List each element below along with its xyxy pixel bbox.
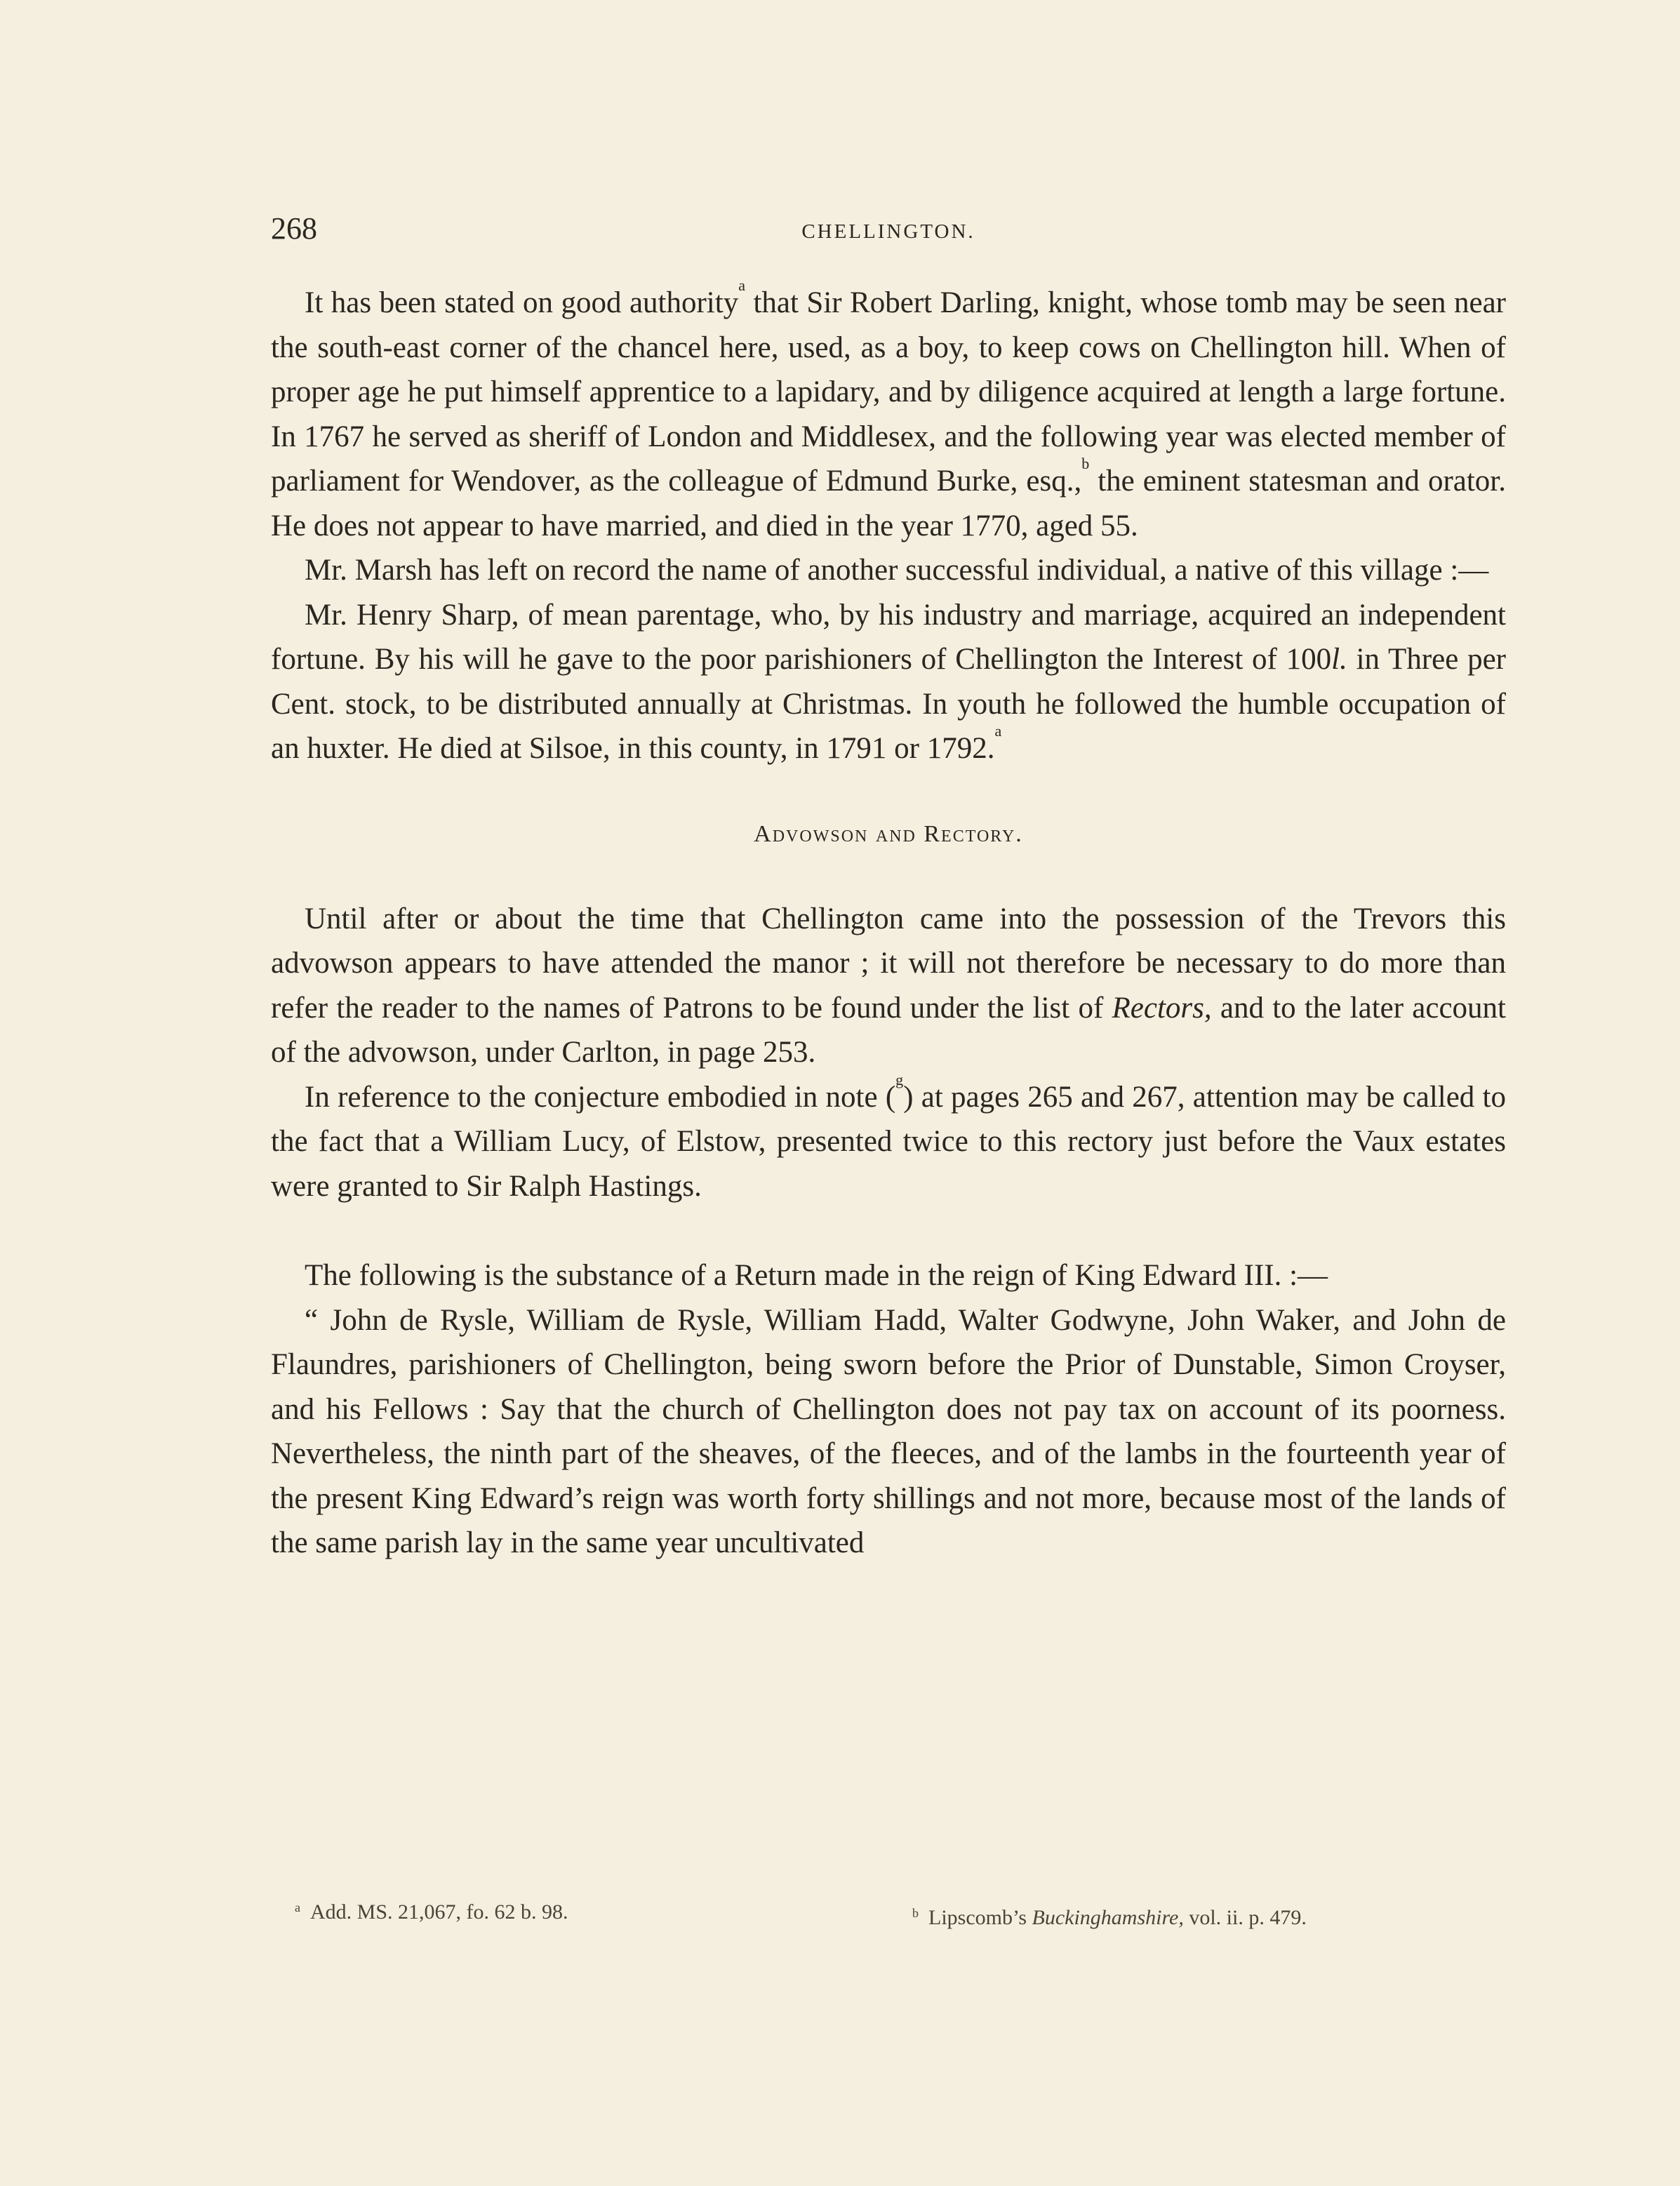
footnotes: [295, 1900, 1506, 1942]
spacer: [271, 856, 1506, 897]
spacer: [271, 771, 1506, 812]
footnote-ref-b: b: [1081, 455, 1090, 472]
running-title: CHELLINGTON.: [801, 220, 975, 243]
footnote-b-title: Buckinghamshire,: [1032, 1906, 1184, 1929]
paragraph-quotation: “ John de Rysle, William de Rysle, William Hadd, Walter Godwyne, John Waker, and John de Flaundres, parishioners of Chellington, being sworn before the Prior of Dunstable, Simon Croyser, and his Fellows : Say that the church of Chellington does not pay tax on account of its poorness. Nevertheless, the ninth part of the sheaves, of the fleeces, and of the lambs in the fourteenth year of the present King Edward’s reign was worth forty shillings and not more, because most of the lands of the same parish lay in the same year uncultivated: [271, 1303, 1506, 1559]
paragraph-advowson: Until after or about the time that Chellington came into the possession of the Trevors this advowson appears to have attended the manor ; it will not therefore be necessary to do more than refer the reader to the names of Patrons to be found under the list of Rectors, and to the later account of the advowson, under Carlton, in page 253.: [271, 902, 1507, 1069]
paragraph-darling: It has been stated on good authority$^a$ that Sir Robert Darling, knight, whose tomb may be seen near the south-east corner of the chancel here, used, as a boy, to keep cows on Chellington hill. When of proper age he put himself apprentice to a lapidary, and by diligence acquired at length a large fortune. In 1767 he served as sheriff of London and Middlesex, and the following year was elected member of parliament for Wendover, as the colleague of Edmund Burke, esq.,$^b$ the eminent statesman and orator. He does not appear to have married, and died in the year 1770, aged 55.: [271, 276, 1506, 542]
paragraph-marsh: Mr. Marsh has left on record the name of another successful individual, a native of this village :—: [305, 554, 1489, 587]
footnote-a: [295, 1900, 568, 1924]
footnote-ref-a: a: [738, 276, 745, 294]
spacer: [271, 1208, 1506, 1253]
body-text: [271, 276, 1507, 1566]
footnote-mark-a: a: [295, 1900, 300, 1914]
section-heading-advowson: Advowson and Rectory.: [754, 820, 1023, 847]
footnote-ref-a-2: a: [994, 722, 1002, 740]
footnote-mark-b: b: [912, 1906, 919, 1920]
paragraph-lucy: In reference to the conjecture embodied in note ($^g$) at pages 265 and 267, attention may be called to the fact that a William Lucy, of Elstow, presented twice to this rectory just before the Vaux estates were granted to Sir Ralph Hastings.: [271, 1070, 1507, 1203]
footnote-b: $^b$ Lipscomb’s Buckinghamshire, vol. ii. p. 479.: [912, 1906, 1307, 1929]
page-number: 268: [271, 211, 317, 246]
note-ref-g: g: [895, 1070, 904, 1088]
footnote-a-text: Add. MS. 21,067, fo. 62 b. 98.: [310, 1900, 568, 1924]
paragraph-return: The following is the substance of a Return made in the reign of King Edward III. :—: [305, 1259, 1328, 1292]
paragraph-sharp: Mr. Henry Sharp, of mean parentage, who, by his industry and marriage, acquired an independent fortune. By his will he gave to the poor parishioners of Chellington the Interest of 100l. in Three per Cent. stock, to be distributed annually at Christmas. In youth he followed the humble occupation of an huxter. He died at Silsoe, in this county, in 1791 or 1792.$^a$: [271, 598, 1506, 765]
page-header: [271, 209, 1506, 248]
